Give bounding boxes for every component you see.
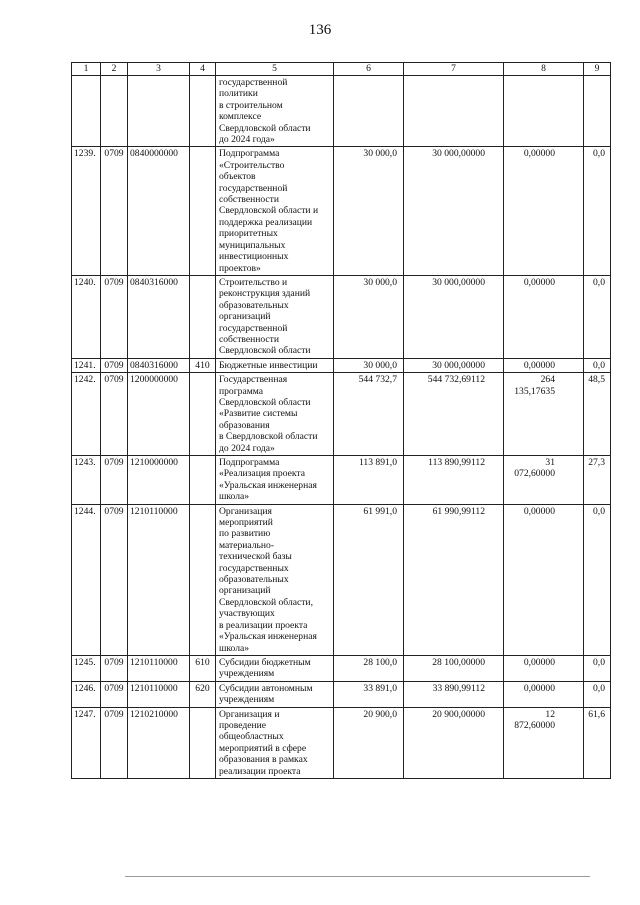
item-name-cell: Субсидии автономным учреждениям bbox=[216, 681, 334, 707]
item-name-cell: Строительство и реконструкция зданий образовательных организаций государственной собственности Свердловской области bbox=[216, 275, 334, 358]
item-name-cell: Подпрограмма «Строительство объектов государственной собственности Свердловской области и поддержка реализации приоритетных муниципальных инвестиционных проектов» bbox=[216, 147, 334, 275]
row-number-cell: 1239. bbox=[72, 147, 101, 275]
expense-type-cell bbox=[190, 456, 216, 505]
section-code-cell: 0709 bbox=[101, 456, 128, 505]
section-code-cell bbox=[101, 76, 128, 147]
section-code-cell: 0709 bbox=[101, 655, 128, 681]
table-row bbox=[72, 76, 611, 147]
row-number-cell: 1242. bbox=[72, 373, 101, 456]
plan-amount-cell: 30 000,0 bbox=[334, 358, 404, 372]
approved-amount-cell bbox=[404, 76, 504, 147]
section-code-cell: 0709 bbox=[101, 275, 128, 358]
percent-cell: 0,0 bbox=[584, 147, 611, 275]
executed-amount-cell: 0,00000 bbox=[504, 275, 584, 358]
section-code-cell: 0709 bbox=[101, 504, 128, 655]
approved-amount-cell: 30 000,00000 bbox=[404, 147, 504, 275]
plan-amount-cell: 20 900,0 bbox=[334, 707, 404, 778]
row-number-cell: 1245. bbox=[72, 655, 101, 681]
column-header: 9 bbox=[584, 63, 611, 76]
executed-amount-cell: 0,00000 bbox=[504, 655, 584, 681]
expense-type-cell bbox=[190, 275, 216, 358]
plan-amount-cell: 33 891,0 bbox=[334, 681, 404, 707]
approved-amount-cell: 30 000,00000 bbox=[404, 358, 504, 372]
executed-amount-cell: 264 135,17635 bbox=[504, 373, 584, 456]
target-article-cell: 1200000000 bbox=[128, 373, 190, 456]
table-row bbox=[72, 147, 611, 275]
item-name-cell: Бюджетные инвестиции bbox=[216, 358, 334, 372]
expense-type-cell bbox=[190, 76, 216, 147]
percent-cell bbox=[584, 76, 611, 147]
executed-amount-cell: 0,00000 bbox=[504, 358, 584, 372]
plan-amount-cell: 30 000,0 bbox=[334, 147, 404, 275]
plan-amount-cell bbox=[334, 76, 404, 147]
column-header: 2 bbox=[101, 63, 128, 76]
table-row bbox=[72, 504, 611, 655]
approved-amount-cell: 30 000,00000 bbox=[404, 275, 504, 358]
executed-amount-cell: 31 072,60000 bbox=[504, 456, 584, 505]
header-row bbox=[72, 63, 611, 76]
column-header: 4 bbox=[190, 63, 216, 76]
budget-table bbox=[71, 62, 611, 779]
column-header: 8 bbox=[504, 63, 584, 76]
target-article-cell: 1210210000 bbox=[128, 707, 190, 778]
expense-type-cell bbox=[190, 373, 216, 456]
column-header: 7 bbox=[404, 63, 504, 76]
section-code-cell: 0709 bbox=[101, 707, 128, 778]
column-header: 5 bbox=[216, 63, 334, 76]
table-row bbox=[72, 456, 611, 505]
percent-cell: 0,0 bbox=[584, 275, 611, 358]
target-article-cell: 1210110000 bbox=[128, 681, 190, 707]
executed-amount-cell bbox=[504, 76, 584, 147]
item-name-cell: Субсидии бюджетным учреждениям bbox=[216, 655, 334, 681]
row-number-cell: 1241. bbox=[72, 358, 101, 372]
approved-amount-cell: 28 100,00000 bbox=[404, 655, 504, 681]
target-article-cell bbox=[128, 76, 190, 147]
percent-cell: 0,0 bbox=[584, 655, 611, 681]
section-code-cell: 0709 bbox=[101, 681, 128, 707]
target-article-cell: 1210110000 bbox=[128, 504, 190, 655]
item-name-cell: Подпрограмма «Реализация проекта «Уральская инженерная школа» bbox=[216, 456, 334, 505]
table-row bbox=[72, 681, 611, 707]
plan-amount-cell: 544 732,7 bbox=[334, 373, 404, 456]
expense-type-cell: 410 bbox=[190, 358, 216, 372]
approved-amount-cell: 33 890,99112 bbox=[404, 681, 504, 707]
approved-amount-cell: 113 890,99112 bbox=[404, 456, 504, 505]
percent-cell: 48,5 bbox=[584, 373, 611, 456]
percent-cell: 61,6 bbox=[584, 707, 611, 778]
percent-cell: 27,3 bbox=[584, 456, 611, 505]
column-header: 3 bbox=[128, 63, 190, 76]
approved-amount-cell: 61 990,99112 bbox=[404, 504, 504, 655]
target-article-cell: 1210000000 bbox=[128, 456, 190, 505]
executed-amount-cell: 0,00000 bbox=[504, 147, 584, 275]
item-name-cell: Организация мероприятий по развитию материально- технической базы государственных образовательных организаций Свердловской области, участвующих в реализации проекта «Уральская инженерная школа» bbox=[216, 504, 334, 655]
row-number-cell: 1240. bbox=[72, 275, 101, 358]
plan-amount-cell: 30 000,0 bbox=[334, 275, 404, 358]
row-number-cell: 1247. bbox=[72, 707, 101, 778]
target-article-cell: 0840316000 bbox=[128, 358, 190, 372]
table-row bbox=[72, 275, 611, 358]
item-name-cell: государственной политики в строительном комплексе Свердловской области до 2024 года» bbox=[216, 76, 334, 147]
section-code-cell: 0709 bbox=[101, 373, 128, 456]
expense-type-cell bbox=[190, 707, 216, 778]
plan-amount-cell: 113 891,0 bbox=[334, 456, 404, 505]
row-number-cell: 1243. bbox=[72, 456, 101, 505]
item-name-cell: Государственная программа Свердловской области «Развитие системы образования в Свердловской области до 2024 года» bbox=[216, 373, 334, 456]
plan-amount-cell: 61 991,0 bbox=[334, 504, 404, 655]
plan-amount-cell: 28 100,0 bbox=[334, 655, 404, 681]
row-number-cell: 1244. bbox=[72, 504, 101, 655]
expense-type-cell bbox=[190, 504, 216, 655]
bottom-divider bbox=[125, 876, 590, 877]
executed-amount-cell: 0,00000 bbox=[504, 504, 584, 655]
table-row bbox=[72, 655, 611, 681]
section-code-cell: 0709 bbox=[101, 147, 128, 275]
item-name-cell: Организация и проведение общеобластных мероприятий в сфере образования в рамках реализации проекта bbox=[216, 707, 334, 778]
approved-amount-cell: 20 900,00000 bbox=[404, 707, 504, 778]
executed-amount-cell: 12 872,60000 bbox=[504, 707, 584, 778]
column-header: 6 bbox=[334, 63, 404, 76]
row-number-cell bbox=[72, 76, 101, 147]
target-article-cell: 0840316000 bbox=[128, 275, 190, 358]
executed-amount-cell: 0,00000 bbox=[504, 681, 584, 707]
percent-cell: 0,0 bbox=[584, 681, 611, 707]
expense-type-cell bbox=[190, 147, 216, 275]
target-article-cell: 1210110000 bbox=[128, 655, 190, 681]
percent-cell: 0,0 bbox=[584, 504, 611, 655]
expense-type-cell: 620 bbox=[190, 681, 216, 707]
percent-cell: 0,0 bbox=[584, 358, 611, 372]
section-code-cell: 0709 bbox=[101, 358, 128, 372]
approved-amount-cell: 544 732,69112 bbox=[404, 373, 504, 456]
target-article-cell: 0840000000 bbox=[128, 147, 190, 275]
table-row bbox=[72, 373, 611, 456]
table-row bbox=[72, 358, 611, 372]
column-header: 1 bbox=[72, 63, 101, 76]
row-number-cell: 1246. bbox=[72, 681, 101, 707]
table-row bbox=[72, 707, 611, 778]
page-number: 136 bbox=[308, 22, 332, 38]
expense-type-cell: 610 bbox=[190, 655, 216, 681]
